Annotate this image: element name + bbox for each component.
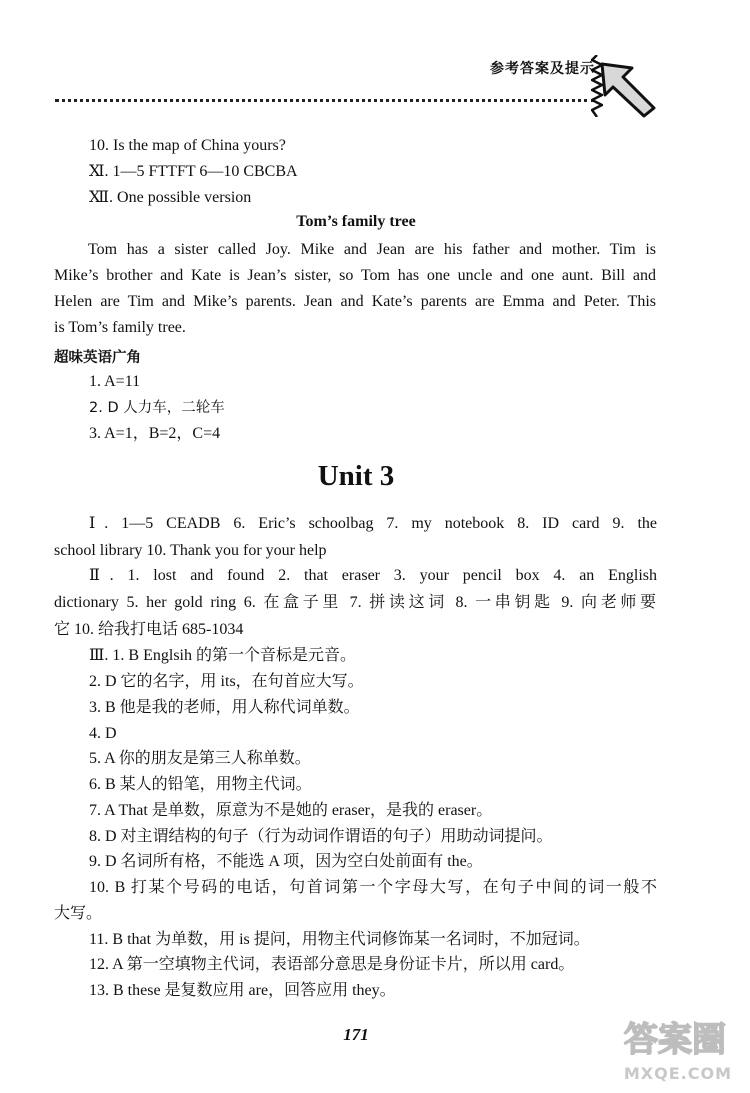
section-xi-answers: Ⅺ. 1—5 FTTFT 6—10 CBCBA <box>89 163 298 180</box>
section-i-row-2: school library 10. Thank you for your help <box>54 542 327 559</box>
watermark-url: MXQE.COM <box>623 1064 732 1083</box>
section-ii-row-3: 它 10. 给我打电话 685-1034 <box>54 621 244 638</box>
header-dotted-divider <box>55 99 595 102</box>
unit-title: Unit 3 <box>317 460 395 492</box>
page-header-title: 参考答案及提示 <box>490 61 595 77</box>
corner-item-1: 1. A=11 <box>89 373 141 390</box>
section-i-row-1: Ⅰ. 1—5 CEADB 6. Eric’s schoolbag 7. my notebook 8. ID card 9. the <box>89 515 657 532</box>
section-iii-item-4: 4. D <box>89 725 117 742</box>
fun-english-corner-title: 超味英语广角 <box>54 350 141 366</box>
section-ii-row-1: Ⅱ. 1. lost and found 2. that eraser 3. your pencil box 4. an English <box>89 567 657 584</box>
section-iii-item-3: 3. B 他是我的老师，用人称代词单数。 <box>89 699 360 716</box>
corner-item-2: 2. D 人力车，二轮车 <box>89 400 225 416</box>
watermark-logo-text: 答案圈 <box>624 1020 726 1060</box>
story-title: Tom’s family tree <box>296 213 416 230</box>
corner-item-3: 3. A=1，B=2，C=4 <box>89 425 221 442</box>
arrow-up-left-icon <box>596 58 658 120</box>
story-row-2: Mike’s brother and Kate is Jean’s sister, so Tom has one uncle and one aunt. Bill and <box>54 267 656 284</box>
story-row-1: Tom has a sister called Joy. Mike and Jean are his father and mother. Tim is <box>88 241 656 258</box>
story-row-4: is Tom’s family tree. <box>54 319 186 336</box>
story-row-3: Helen are Tim and Mike’s parents. Jean and Kate’s parents are Emma and Peter. This <box>54 293 656 310</box>
section-iii-item-6: 6. B 某人的铅笔，用物主代词。 <box>89 776 312 793</box>
section-iii-item-1: Ⅲ. 1. B Englsih 的第一个音标是元音。 <box>89 647 356 664</box>
section-iii-item-10: 10. B 打某个号码的电话，句首词第一个字母大写，在句子中间的词一般不 <box>89 879 657 896</box>
section-xii-heading: Ⅻ. One possible version <box>89 189 252 206</box>
section-iii-item-8: 8. D 对主谓结构的句子（行为动词作谓语的句子）用助动词提问。 <box>89 828 553 845</box>
answer-line-10: 10. Is the map of China yours? <box>89 137 286 154</box>
section-iii-item-13: 13. B these 是复数应用 are，回答应用 they。 <box>89 982 396 999</box>
section-iii-item-7: 7. A That 是单数，原意为不是她的 eraser，是我的 eraser。 <box>89 802 493 819</box>
section-iii-item-10-continued: 大写。 <box>54 905 103 922</box>
section-iii-item-12: 12. A 第一空填物主代词，表语部分意思是身份证卡片，所以用 card。 <box>89 956 575 973</box>
section-iii-item-11: 11. B that 为单数，用 is 提问，用物主代词修饰某一名词时，不加冠词。 <box>89 931 590 948</box>
section-ii-row-2: dictionary 5. her gold ring 6. 在盒子里 7. 拼读这词 8. 一串钥匙 9. 向老师要 <box>54 594 656 611</box>
section-iii-item-5: 5. A 你的朋友是第三人称单数。 <box>89 750 311 767</box>
page-number: 171 <box>343 1025 369 1044</box>
section-iii-item-2: 2. D 它的名字，用 its，在句首应大写。 <box>89 673 364 690</box>
section-iii-item-9: 9. D 名词所有格，不能选 A 项，因为空白处前面有 the。 <box>89 853 483 870</box>
watermark-logo <box>602 1017 742 1089</box>
